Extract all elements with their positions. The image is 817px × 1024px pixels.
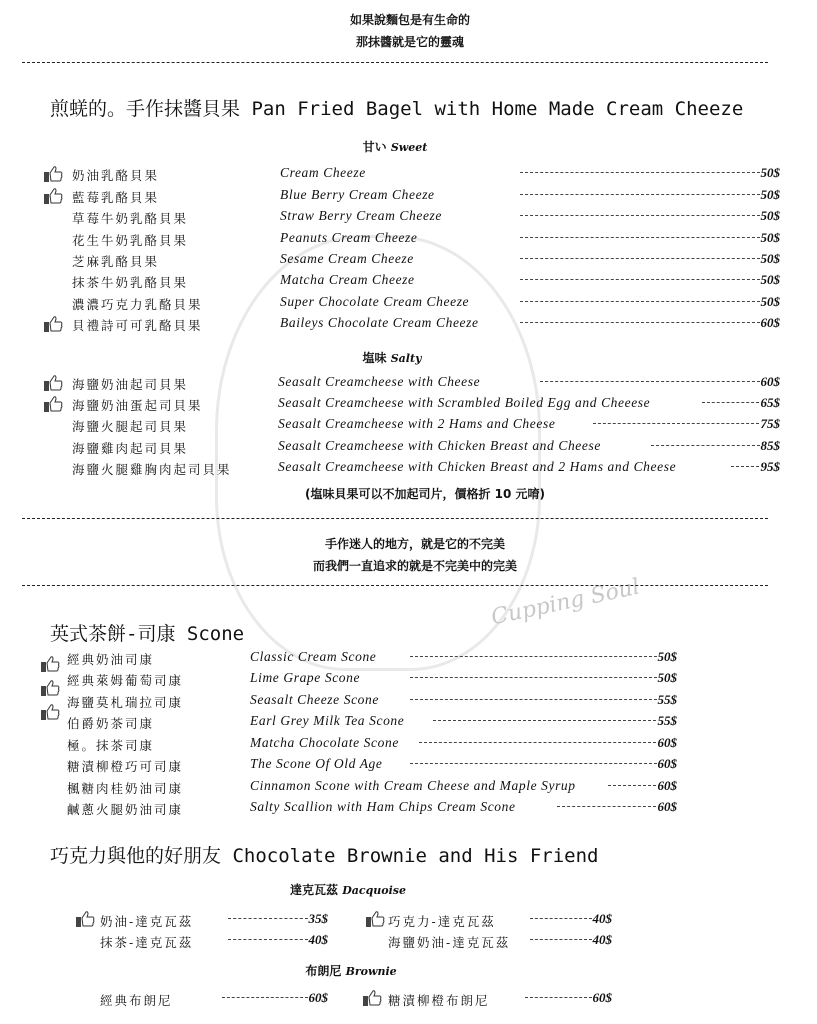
item-name-en: Classic Cream Scone	[250, 649, 377, 664]
thumbs-up-icon	[43, 395, 63, 413]
item-name-zh: 芝麻乳酪貝果	[72, 254, 160, 269]
item-name-zh: 海鹽火腿雞胸肉起司貝果	[72, 462, 232, 477]
price-value: 40$	[592, 911, 612, 926]
price	[702, 395, 780, 411]
cupping-soul-logo: Cupping Soul	[489, 574, 642, 631]
price-value: 60$	[308, 990, 328, 1005]
salty-note: (塩味貝果可以不加起司片，價格折 10 元唷)	[304, 487, 546, 501]
price-value: 50$	[657, 649, 677, 664]
price	[433, 713, 677, 729]
dash-leader	[731, 466, 759, 467]
dash-leader	[410, 699, 657, 700]
price	[608, 778, 677, 794]
price	[651, 438, 780, 454]
price	[731, 459, 780, 475]
item-name-zh: 海鹽奶油蛋起司貝果	[72, 398, 203, 413]
dash-leader	[593, 423, 760, 424]
item-name-en: Sesame Cream Cheeze	[280, 251, 414, 266]
item-name-zh: 海鹽奶油-達克瓦茲	[388, 935, 511, 950]
item-name-zh: 鹹蔥火腿奶油司康	[67, 802, 184, 817]
thumbs-up-icon	[43, 165, 63, 183]
price	[593, 416, 780, 432]
item-name-en: Seasalt Creamcheese with Cheese	[278, 374, 481, 389]
item-name-zh: 藍莓乳酪貝果	[72, 190, 160, 205]
price-value: 35$	[308, 911, 328, 926]
salty-label-en: Salty	[390, 352, 422, 365]
dash-leader	[410, 656, 657, 657]
price-value: 40$	[308, 932, 328, 947]
thumbs-up-icon	[40, 655, 60, 673]
item-name-zh: 極。抹茶司康	[67, 738, 155, 753]
divider	[22, 518, 768, 519]
price-value: 50$	[760, 187, 780, 202]
price	[410, 756, 677, 772]
thumbs-up-icon	[40, 679, 60, 697]
dash-leader	[530, 939, 592, 940]
item-name-zh: 伯爵奶茶司康	[67, 716, 155, 731]
price-value: 50$	[760, 272, 780, 287]
price-value: 60$	[760, 374, 780, 389]
dash-leader	[520, 215, 760, 216]
price	[520, 294, 780, 310]
item-name-zh: 經典萊姆葡萄司康	[67, 673, 184, 688]
price-value: 55$	[657, 713, 677, 728]
item-name-zh: 巧克力-達克瓦茲	[388, 914, 496, 929]
item-name-en: Cream Cheeze	[280, 165, 366, 180]
price	[520, 230, 780, 246]
thumbs-up-icon	[365, 910, 385, 928]
item-name-zh: 經典布朗尼	[100, 993, 173, 1008]
salty-label-zh: 塩味	[362, 351, 387, 365]
dash-leader	[520, 172, 760, 173]
item-name-en: Seasalt Creamcheese with Scrambled Boiled Egg and Cheeese	[278, 395, 651, 410]
price	[520, 165, 780, 181]
item-name-en: Blue Berry Cream Cheeze	[280, 187, 435, 202]
quote-line-2: 而我們一直追求的就是不完美中的完美	[312, 559, 518, 573]
dash-leader	[608, 785, 656, 786]
item-name-en: Lime Grape Scone	[250, 670, 361, 685]
dash-leader	[520, 322, 760, 323]
dash-leader	[228, 939, 308, 940]
thumbs-up-icon	[43, 374, 63, 392]
dash-leader	[228, 918, 308, 919]
price-value: 60$	[657, 799, 677, 814]
item-name-en: The Scone Of Old Age	[250, 756, 383, 771]
dash-leader	[433, 720, 656, 721]
item-name-zh: 濃濃巧克力乳酪貝果	[72, 297, 203, 312]
brownie-label-zh: 布朗尼	[305, 964, 342, 978]
dash-leader	[702, 402, 759, 403]
item-name-zh: 花生牛奶乳酪貝果	[72, 233, 189, 248]
dacquoise-label-zh: 達克瓦茲	[290, 883, 339, 897]
quote-line-1: 手作迷人的地方，就是它的不完美	[324, 537, 506, 551]
price-value: 50$	[657, 670, 677, 685]
price-value: 85$	[760, 438, 780, 453]
price-value: 55$	[657, 692, 677, 707]
item-name-en: Straw Berry Cream Cheeze	[280, 208, 443, 223]
price	[228, 932, 328, 948]
item-name-en: Seasalt Creamcheese with 2 Hams and Cheese	[278, 416, 556, 431]
price-value: 75$	[760, 416, 780, 431]
item-name-en: Baileys Chocolate Cream Cheeze	[280, 315, 479, 330]
item-name-zh: 抹茶-達克瓦茲	[100, 935, 194, 950]
item-name-zh: 楓糖肉桂奶油司康	[67, 781, 184, 796]
dacquoise-label-en: Dacquoise	[342, 884, 406, 897]
price	[540, 374, 780, 390]
item-name-zh: 抹茶牛奶乳酪貝果	[72, 275, 189, 290]
item-name-en: Peanuts Cream Cheeze	[280, 230, 418, 245]
item-name-zh: 糖漬柳橙布朗尼	[388, 993, 490, 1008]
header-line-2: 那抹醬就是它的靈魂	[355, 35, 465, 49]
item-name-zh: 海鹽奶油起司貝果	[72, 377, 189, 392]
item-name-en: Super Chocolate Cream Cheeze	[280, 294, 470, 309]
dash-leader	[557, 806, 656, 807]
price	[520, 251, 780, 267]
thumbs-up-icon	[75, 910, 95, 928]
price-value: 60$	[657, 756, 677, 771]
scone-section-title: 英式茶餅-司康 Scone	[50, 623, 245, 645]
price	[410, 692, 677, 708]
price-value: 50$	[760, 165, 780, 180]
price	[530, 932, 612, 948]
item-name-en: Seasalt Creamcheese with Chicken Breast and Cheese	[278, 438, 601, 453]
item-name-zh: 奶油乳酪貝果	[72, 168, 160, 183]
price	[222, 990, 328, 1006]
bagel-section-title: 煎蜣的。手作抹醬貝果 Pan Fried Bagel with Home Made Cream Cheeze	[50, 98, 744, 120]
price-value: 40$	[592, 932, 612, 947]
dash-leader	[410, 763, 657, 764]
divider	[22, 585, 768, 586]
price-value: 60$	[657, 778, 677, 793]
price-value: 60$	[657, 735, 677, 750]
item-name-zh: 糖漬柳橙巧可司康	[67, 759, 184, 774]
dash-leader	[530, 918, 592, 919]
item-name-zh: 草莓牛奶乳酪貝果	[72, 211, 189, 226]
item-name-zh: 海鹽雞肉起司貝果	[72, 441, 189, 456]
thumbs-up-icon	[43, 315, 63, 333]
item-name-zh: 海鹽莫札瑞拉司康	[67, 695, 184, 710]
item-name-en: Earl Grey Milk Tea Scone	[250, 713, 405, 728]
price-value: 50$	[760, 251, 780, 266]
dash-leader	[410, 677, 657, 678]
item-name-zh: 貝禮詩可可乳酪貝果	[72, 318, 203, 333]
price-value: 60$	[592, 990, 612, 1005]
dash-leader	[520, 279, 760, 280]
price	[410, 649, 677, 665]
dash-leader	[419, 742, 657, 743]
price-value: 65$	[760, 395, 780, 410]
item-name-zh: 海鹽火腿起司貝果	[72, 419, 189, 434]
item-name-en: Matcha Cream Cheeze	[280, 272, 415, 287]
price-value: 60$	[760, 315, 780, 330]
price	[557, 799, 677, 815]
sweet-label-zh: 甘い	[362, 140, 387, 154]
price-value: 95$	[760, 459, 780, 474]
price	[530, 911, 612, 927]
salty-subheading	[363, 349, 422, 366]
item-name-zh: 奶油-達克瓦茲	[100, 914, 194, 929]
item-name-zh: 經典奶油司康	[67, 652, 155, 667]
item-name-en: Matcha Chocolate Scone	[250, 735, 399, 750]
thumbs-up-icon	[43, 187, 63, 205]
price-value: 50$	[760, 208, 780, 223]
dash-leader	[520, 194, 760, 195]
price	[228, 911, 328, 927]
brownie-label-en: Brownie	[345, 965, 397, 978]
price	[520, 315, 780, 331]
dash-leader	[651, 445, 760, 446]
dash-leader	[525, 997, 592, 998]
price	[419, 735, 677, 751]
chocolate-section-title: 巧克力與他的好朋友 Chocolate Brownie and His Friend	[50, 845, 599, 867]
dash-leader	[520, 301, 760, 302]
item-name-en: Cinnamon Scone with Cream Cheese and Maple Syrup	[250, 778, 576, 793]
thumbs-up-icon	[362, 989, 382, 1007]
price-value: 50$	[760, 294, 780, 309]
brownie-subheading	[305, 962, 396, 979]
price-value: 50$	[760, 230, 780, 245]
dash-leader	[222, 997, 308, 998]
price	[520, 272, 780, 288]
item-name-en: Seasalt Cheeze Scone	[250, 692, 379, 707]
sweet-subheading	[363, 138, 428, 155]
dacquoise-subheading	[290, 881, 406, 898]
dash-leader	[520, 258, 760, 259]
dash-leader	[540, 381, 760, 382]
item-name-en: Seasalt Creamcheese with Chicken Breast and 2 Hams and Cheese	[278, 459, 677, 474]
item-name-en: Salty Scallion with Ham Chips Cream Scone	[250, 799, 516, 814]
price	[410, 670, 677, 686]
price	[525, 990, 612, 1006]
header-line-1: 如果說麵包是有生命的	[349, 13, 471, 27]
price	[520, 187, 780, 203]
dash-leader	[520, 237, 760, 238]
sweet-label-en: Sweet	[390, 141, 428, 154]
thumbs-up-icon	[40, 703, 60, 721]
divider	[22, 62, 768, 63]
price	[520, 208, 780, 224]
